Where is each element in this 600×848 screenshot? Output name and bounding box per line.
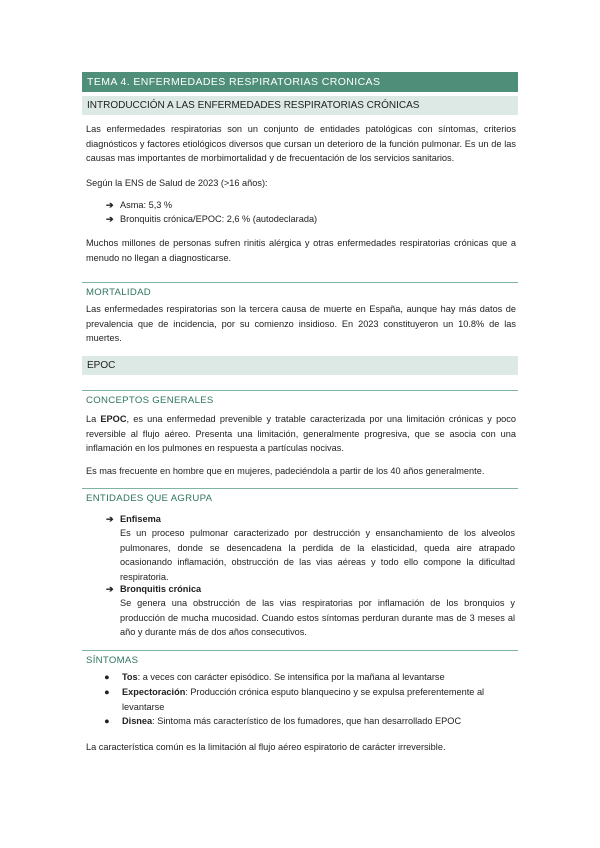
sintomas-heading: SÍNTOMAS	[82, 650, 518, 668]
prevalence-item-asma: ➔ Asma: 5,3 %	[106, 200, 173, 210]
entidad-enfisema-desc: Es un proceso pulmonar caracterizado por destrucción y ensanchamiento de los alveolos pulmonares, donde se desencadena la perdida de la elasticidad, queda aire atrapado ocasionando inflamación, obstrucción de las vias aéreas y todo ello compone la dificultad respiratoria.	[120, 528, 515, 582]
arrow-right-icon: ➔	[106, 200, 114, 210]
conceptos-paragraph-2: Es mas frecuente en hombre que en mujeres, padeciéndola a partir de los 40 años generalmente.	[86, 466, 485, 476]
intro-paragraph-3: Muchos millones de personas sufren rinitis alérgica y otras enfermedades respiratorias crónicas que a menudo no llegan a diagnosticarse.	[86, 238, 516, 263]
arrow-right-icon: ➔	[106, 584, 114, 594]
conceptos-paragraph-1: La EPOC, es una enfermedad prevenible y tratable caracterizada por una limitación crónicas y poco reversible al flujo aéreo. Presenta una limitación, generalmente progresiva, que se asocia con una inflamación en los pulmones en respuesta a partículas nocivas.	[86, 414, 516, 454]
epoc-term: EPOC	[100, 414, 127, 424]
bullet-icon: ●	[104, 716, 110, 726]
entidad-bronquitis-title: ➔ Bronquitis crónica	[106, 584, 202, 594]
entidad-enfisema-title: ➔ Enfisema	[106, 514, 161, 524]
sintoma-item: ● Expectoración: Producción crónica esputo blanquecino y se expulsa preferentemente al levantarse	[104, 687, 485, 712]
prevalence-item-epoc: ➔ Bronquitis crónica/EPOC: 2,6 % (autodeclarada)	[106, 214, 318, 224]
sintoma-item: ● Tos: a veces con carácter episódico. Se intensifica por la mañana al levantarse	[104, 670, 516, 685]
intro-heading: INTRODUCCIÓN A LAS ENFERMEDADES RESPIRATORIAS CRÓNICAS	[82, 96, 518, 115]
mortalidad-heading: MORTALIDAD	[82, 282, 518, 300]
entidades-heading: ENTIDADES QUE AGRUPA	[82, 488, 518, 506]
theme-title: TEMA 4. ENFERMEDADES RESPIRATORIAS CRONICAS	[82, 72, 518, 92]
arrow-right-icon: ➔	[106, 214, 114, 224]
bullet-icon: ●	[104, 687, 110, 697]
conceptos-heading: CONCEPTOS GENERALES	[82, 390, 518, 408]
epoc-heading: EPOC	[82, 356, 518, 375]
final-paragraph: La característica común es la limitación al flujo aéreo espiratorio de carácter irreversible.	[86, 742, 446, 752]
intro-paragraph-1: Las enfermedades respiratorias son un conjunto de entidades patológicas con síntomas, criterios diagnósticos y factores etiológicos diversos que cursan un deterioro de la función pulmonar. Es un de las causas mas importantes de morbimortalidad y de frecuentación de los servicios sanitarios.	[86, 124, 516, 164]
entidad-bronquitis-desc: Se genera una obstrucción de las vias respiratorias por inflamación de los bronquios y producción de mucha mucosidad. Cuando estos síntomas perduran durante mas de 3 meses al año y durante más de dos años consecutivos.	[120, 598, 515, 637]
bullet-icon: ●	[104, 672, 110, 682]
intro-paragraph-2: Según la ENS de Salud de 2023 (>16 años):	[86, 178, 268, 188]
arrow-right-icon: ➔	[106, 514, 114, 524]
sintoma-item: ● Disnea: Sintoma más característico de los fumadores, que han desarrollado EPOC	[104, 714, 516, 729]
mortalidad-paragraph: Las enfermedades respiratorias son la tercera causa de muerte en España, aunque hay más datos de prevalencia que de incidencia, por su comienzo insidioso. En 2023 constituyeron un 10.8% de las muertes.	[86, 304, 516, 344]
